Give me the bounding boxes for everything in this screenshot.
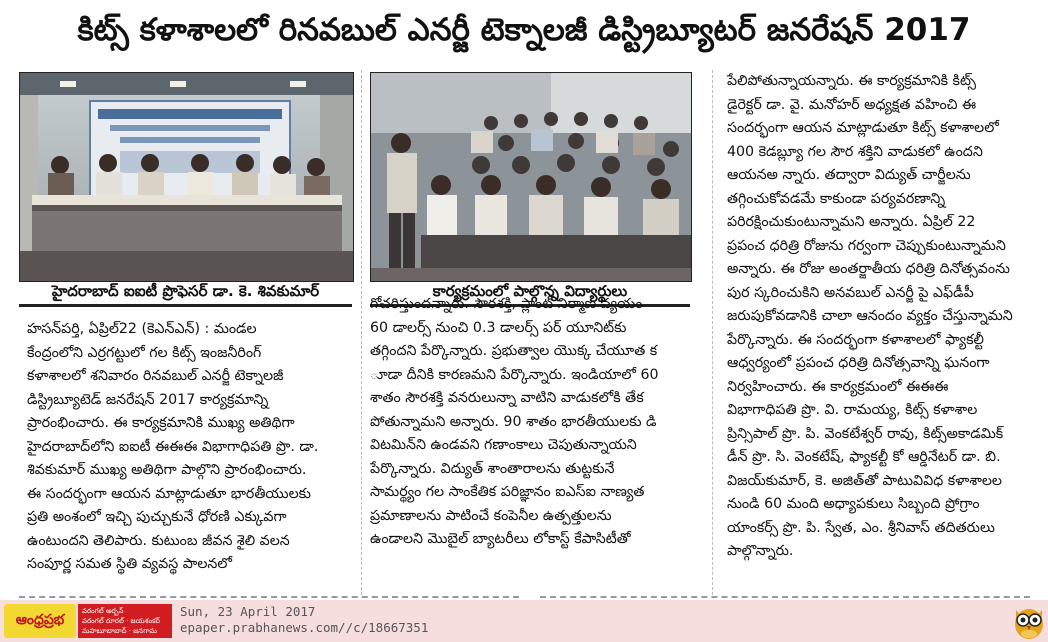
edition-line: మహబూబాబాద్ · జనగామ xyxy=(82,627,157,635)
article-line: కేంద్రంలోని ఎర్రగట్టులో గల కిట్స్ ఇంజనీరింగ్ xyxy=(27,344,262,361)
article-line: పోతున్నామని అన్నారు. 90 శాతం భారతీయులకు డి xyxy=(370,413,657,430)
article-line: డీన్ ప్రొ. సి. వెంకటేష్, ఫ్యాకల్టీ కో ఆర్డినేటర్ డా. బి. xyxy=(727,449,1001,465)
photo-students-image xyxy=(371,73,691,281)
article-line: శివకుమార్ ముఖ్య అతిథిగా పాల్గొని ప్రారంభించారు. xyxy=(27,462,307,478)
photo-dais-image xyxy=(20,73,353,281)
photo-students xyxy=(370,72,692,282)
article-line: విటమిన్‌ని ఉండవని గణాంకాలు చెపుతున్నాయని xyxy=(370,437,637,453)
article-line: పేలిపోతున్నాయన్నారు. ఈ కార్యక్రమానికి కిట్స్ xyxy=(727,73,977,89)
article-line: తగ్గిందని పేర్కొన్నారు. ప్రభుత్వాల యొక్క చేయూత క xyxy=(370,343,658,359)
article-line: ఉంటుందని తెలిపారు. కుటుంబ జీవన శైలి వలన xyxy=(27,532,290,549)
article-line: పేర్కొన్నారు. ఈ సందర్భంగా కళాశాలలో ఫ్యాకల్టీ xyxy=(727,331,984,348)
article-line: సందర్భంగా ఆయన మాట్లాడుతూ కిట్స్ కళాశాలలో xyxy=(727,120,999,136)
newspaper-logo[interactable]: ఆంధ్రప్రభ xyxy=(4,604,76,638)
article-line: పుర స్కరించుకిని అనవబుల్ ఎనర్జీ పై ఎఫ్‌డీపీ xyxy=(727,284,974,301)
article-line: డైరెక్టర్ డా. వై. మనోహర్ అధ్యక్షత వహించి ఈ xyxy=(727,96,977,113)
article-column-3 xyxy=(727,70,1032,564)
owl-mascot-icon xyxy=(1012,602,1046,640)
column-divider xyxy=(361,70,362,595)
edition-line: వరంగల్ అర్బన్ xyxy=(82,607,124,615)
edition-date: Sun, 23 April 2017 xyxy=(180,604,316,619)
article-column-1 xyxy=(27,318,352,577)
article-line: 400 కెడబ్ల్యూ గల సౌర శక్తిని వాడుకలో ఉందని xyxy=(727,143,983,160)
article-line: హసన్‌పర్తి, ఏప్రిల్22 (కెఎన్ఎన్) : మండల xyxy=(27,321,257,337)
article-line: విభాగాధిపతి ప్రొ. వి. రామయ్య, కిట్స్ కళాశాల xyxy=(727,402,978,418)
section-rule xyxy=(19,596,519,598)
article-line: ప్రమాణాలను పాటించే కంపెనీల ఉత్పత్తులను xyxy=(370,507,612,524)
article-line: ప్రపంచ ధరిత్రి రోజును గర్వంగా చెప్పుకుంటున్నామని xyxy=(727,237,1006,254)
article-line: నిర్వహించారు. ఈ కార్యక్రమంలో ఈఈఈ xyxy=(727,378,949,395)
epaper-url[interactable]: epaper.prabhanews.com//c/18667351 xyxy=(180,620,429,635)
article-line: పేర్కొన్నారు. విద్యుత్ శాంతారాలను తుట్టకునే xyxy=(370,460,615,477)
article-line: ఉండాలని మొబైల్ బ్యాటరీలు లోకాస్ట్ కేపాసిటీతో xyxy=(370,531,631,547)
article-line: 60 డాలర్స్ నుంచి 0.3 డాలర్స్ పర్ యూనిట్‌కు xyxy=(370,319,627,336)
article-line: డిస్ట్రిబ్యూటెడ్ జనరేషన్ 2017 కార్యక్రమాన్ని xyxy=(27,391,269,408)
article-line: విజయ్‌కుమార్, కె. అజిత్‌తో పాటువివిధ కళాశాలల xyxy=(727,472,1002,489)
article-line: హైదరాబాద్‌లోని ఐఐటీ ఈఈఈ విభాగాధిపతి ప్రొ. డా. xyxy=(27,438,319,455)
section-rule xyxy=(540,596,1030,598)
edition-brand xyxy=(78,604,172,638)
article-line: జరుపుకోవడానికి చాలా ఆనందం వ్యక్తం చేస్తున్నామని xyxy=(727,308,1013,324)
photo-caption-students: కార్యక్రమంలో పాల్గొన్న విద్యార్థులు xyxy=(370,282,690,307)
article-line: అన్నారు. ఈ రోజు అంతర్జాతీయ ధరిత్రి దినోత్సవంను xyxy=(727,261,1010,277)
article-line: గోచరిస్తుందన్నారు. సౌరశక్తి, ప్లాంట్ నిర్మాణ వ్యయం xyxy=(370,296,643,312)
article-line: తగ్గించుకోవడమే కాకుండా పర్యవరణాన్ని xyxy=(727,190,946,207)
article-line: కళాశాలలో శనివారం రినవబుల్ ఎనర్జీ టెక్నాలజీ xyxy=(27,368,284,384)
article-line: ఆయనఅ న్నారు. తద్వారా విద్యుత్ చార్జీలను xyxy=(727,167,971,183)
article-line: ఈ సందర్భంగా ఆయన మాట్లాడుతూ భారతీయులకు xyxy=(27,485,311,502)
article-line: పరిరక్షించుకుంటున్నామని అన్నారు. ఏప్రిల్ 22 xyxy=(727,214,976,230)
article-line: శాతం సౌరశక్తి వనరులున్నా వాటిని వాడుకలోకి తేక xyxy=(370,390,644,406)
article-column-2 xyxy=(370,293,690,552)
article-line: ఆధ్వర్యంలో ప్రపంచ ధరిత్రి దినోత్సవాన్ని ఘనంగా xyxy=(727,355,990,371)
article-line: ప్రిన్సిపాల్ ప్రొ. పి. వెంకటేశ్వర్ రావు, కిట్స్అకాడమిక్ xyxy=(727,425,1004,442)
article-line: ప్రతి అంశంలో ఇచ్చి పుచ్చుకునే ధోరణి ఎక్కువగా xyxy=(27,509,287,525)
article-line: యాంకర్స్ ప్రొ. పి. స్వేత, ఎం. శ్రీనివాస్ తదితరులు xyxy=(727,519,995,536)
article-line: సంపూర్ణ సమత స్థితి వ్యవస్థ పాలనలో xyxy=(27,556,232,572)
photo-caption-professor: హైదరాబాద్ ఐఐటీ ప్రొఫెసర్ డా. కె. శివకుమార్ xyxy=(19,282,352,307)
article-line: పాల్గొన్నారు. xyxy=(727,543,794,559)
edition-line: వరంగల్ రూరల్ · జయశంకర్ xyxy=(82,617,160,625)
article-line: నుండి 60 మంది అధ్యాపకులు సిబ్బంది ప్రోగ్రాం xyxy=(727,496,980,512)
article-line: ప్రారంభించారు. ఈ కార్యక్రమానికి ముఖ్య అతిథిగా xyxy=(27,415,295,431)
photo-dais xyxy=(19,72,354,282)
article-line: సామర్థ్యం గల సాంకేతిక పరిజ్ఞానం ఐఎస్ఐ నాణ్యత xyxy=(370,484,645,500)
column-divider xyxy=(712,70,713,595)
article-headline: కిట్స్ కళాశాలలో రినవబుల్ ఎనర్జీ టెక్నాలజీ డిస్ట్రిబ్యూటర్ జనరేషన్ 2017 xyxy=(77,11,971,48)
article-line: ూడా దీనికి కారణమని పేర్కొన్నారు. ఇండియాలో 60 xyxy=(370,366,659,383)
